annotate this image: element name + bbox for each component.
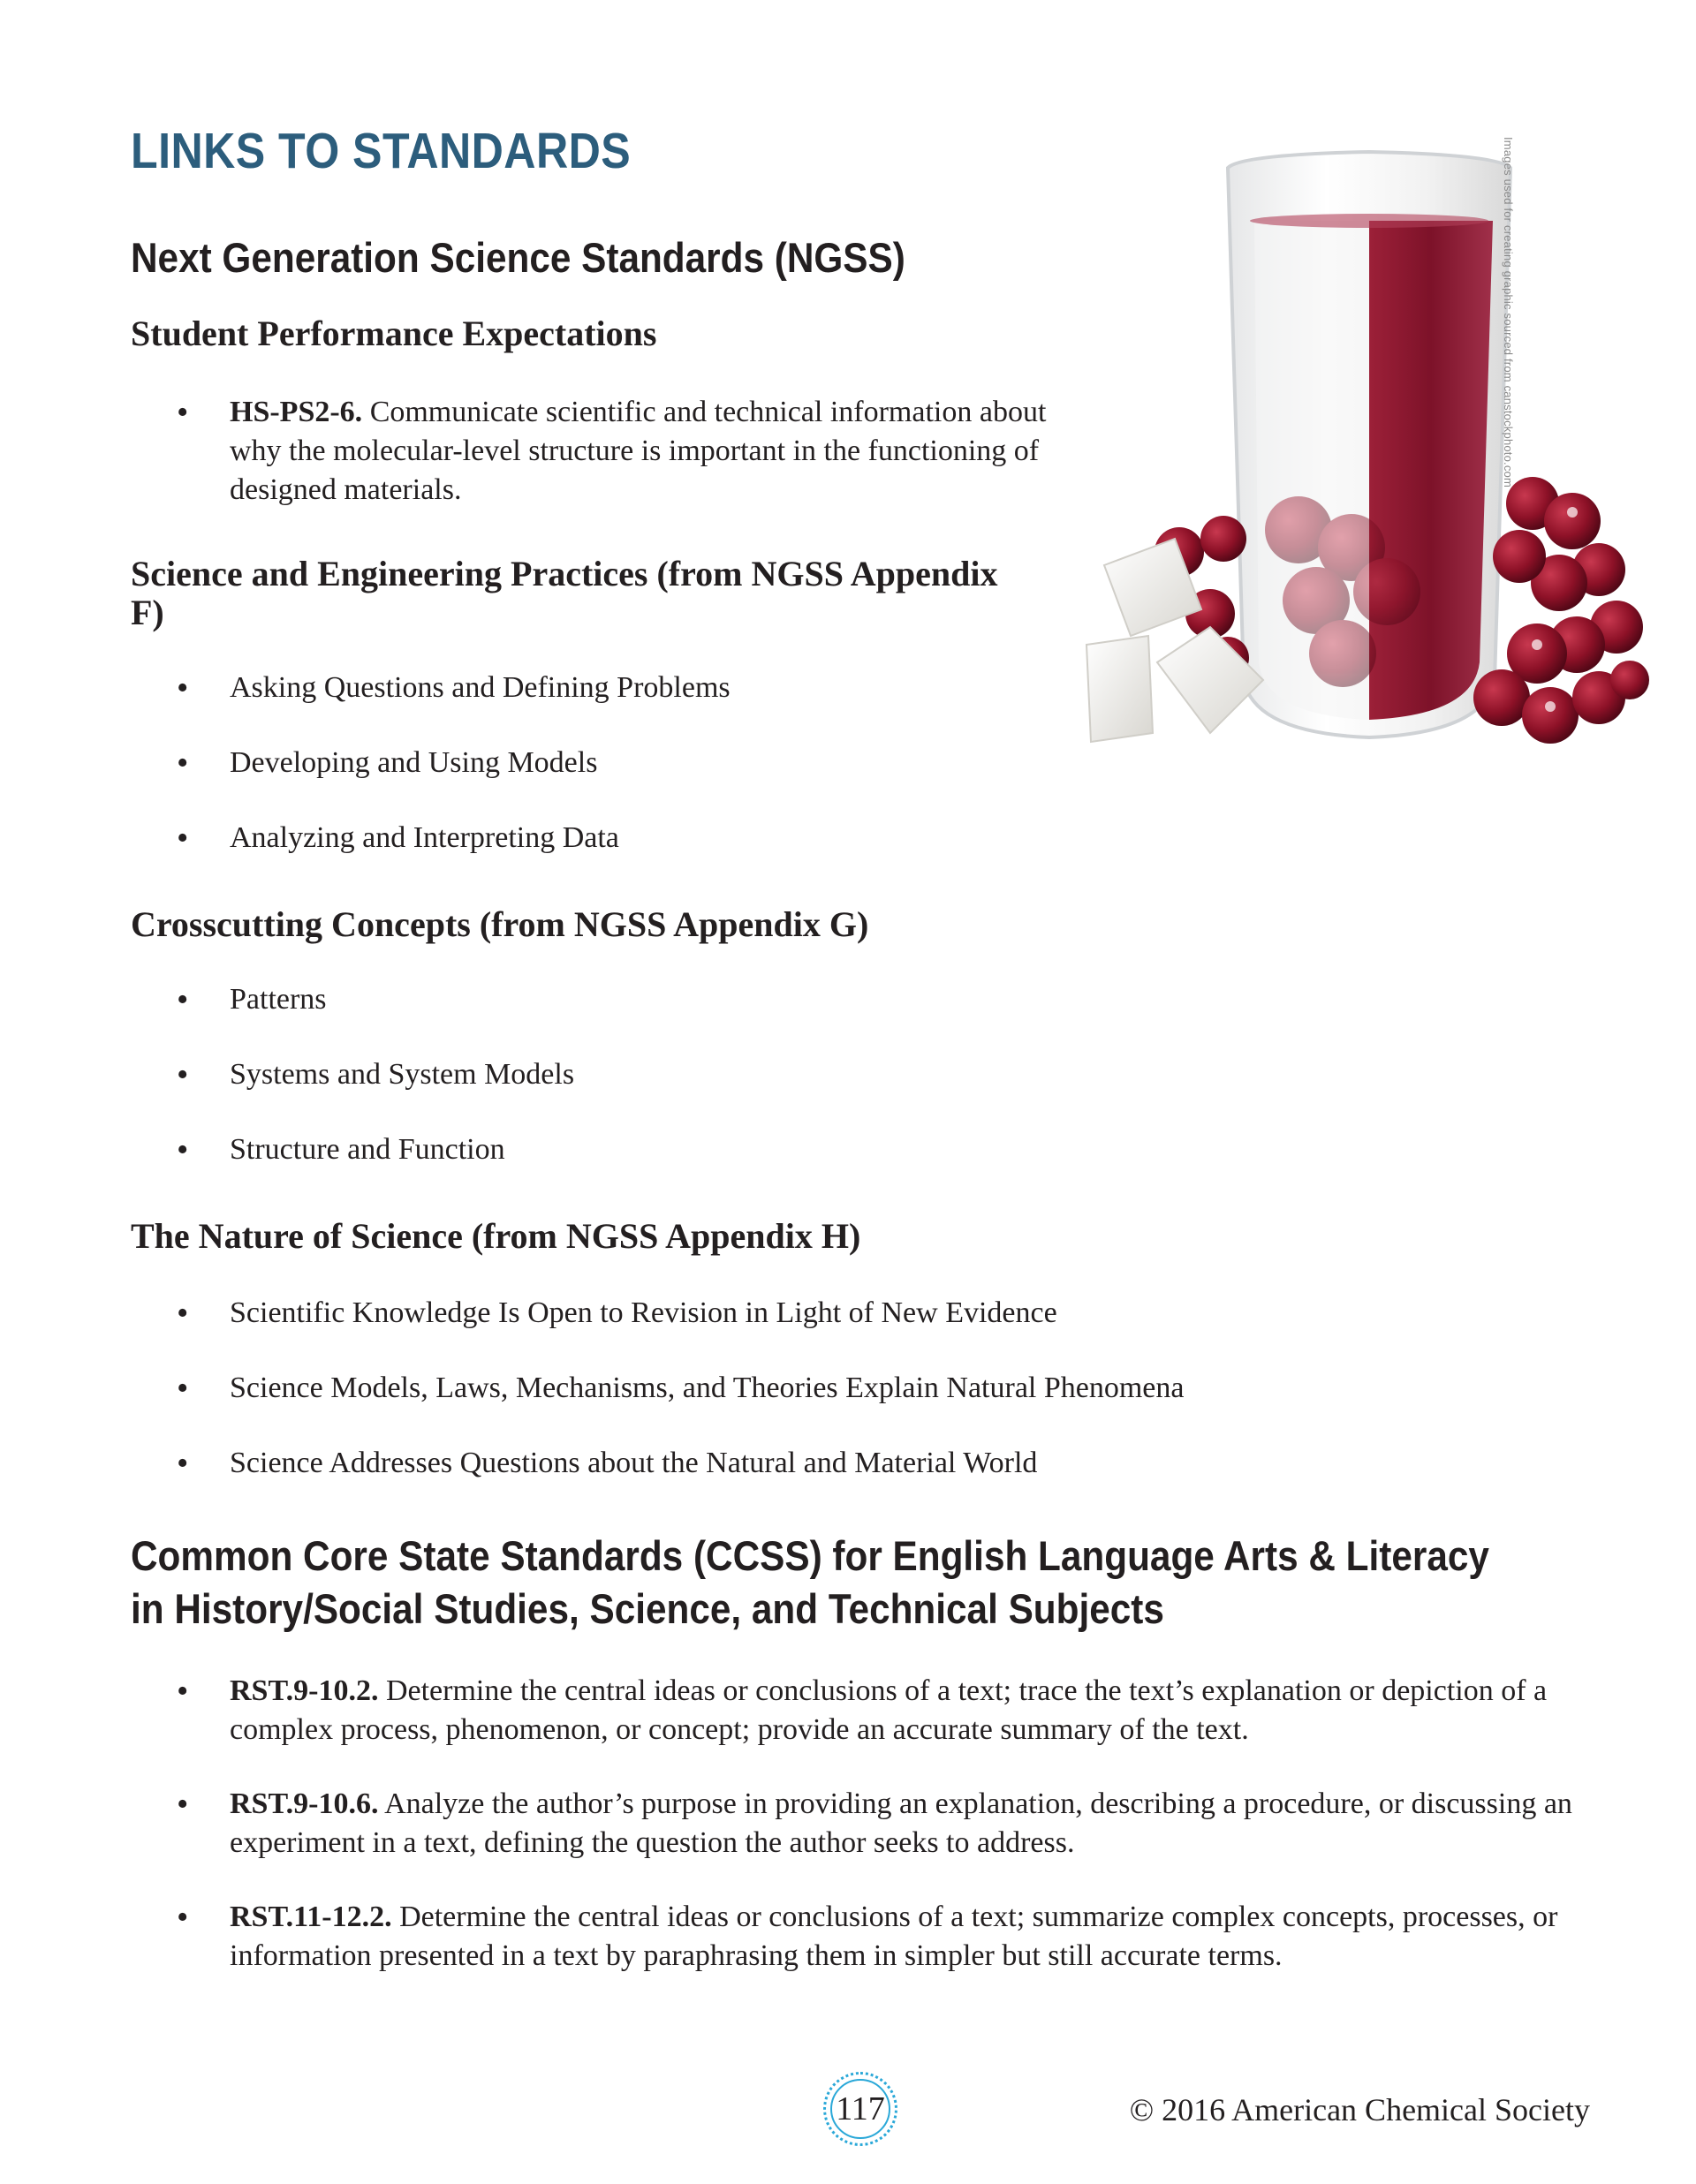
standard-text: Communicate scientific and technical information about why the molecular-level structure is important in the functioning of designed materials.	[230, 396, 1047, 506]
list-item: • Analyzing and Interpreting Data	[131, 819, 731, 894]
crosscutting-heading: Crosscutting Concepts (from NGSS Appendix G)	[131, 904, 869, 944]
list-item	[131, 1898, 1615, 1976]
performance-list	[131, 393, 1049, 510]
ccss-list	[131, 1672, 1615, 2011]
standard-text: Analyze the author’s purpose in providing an explanation, describing a procedure, or discussing an experiment in a text, defining the question the author seeks to address.	[230, 1787, 1572, 1859]
page-number: 117	[823, 2072, 897, 2146]
ngss-heading: Next Generation Science Standards (NGSS)	[131, 234, 905, 281]
ccss-heading-line2: in History/Social Studies, Science, and Technical Subjects	[131, 1585, 1164, 1632]
ccss-heading-line1: Common Core State Standards (CCSS) for English Language Arts & Literacy	[131, 1532, 1489, 1579]
crosscutting-list	[131, 980, 574, 1205]
practices-heading: Science and Engineering Practices (from NGSS Appendix F)	[131, 554, 998, 632]
standard-code: RST.11-12.2.	[230, 1901, 392, 1933]
list-item: • Patterns	[131, 980, 574, 1055]
list-item: • Science Models, Laws, Mechanisms, and Theories Explain Natural Phenomena	[131, 1369, 1184, 1444]
list-item	[131, 393, 1049, 510]
list-item: • Developing and Using Models	[131, 744, 731, 819]
list-item: • Scientific Knowledge Is Open to Revision in Light of New Evidence	[131, 1294, 1184, 1369]
copyright-notice: © 2016 American Chemical Society	[1129, 2092, 1590, 2127]
list-item	[131, 1672, 1615, 1749]
page-title: LINKS TO STANDARDS	[131, 123, 632, 179]
practices-list	[131, 669, 731, 894]
standard-code: HS-PS2-6.	[230, 396, 363, 428]
nature-list	[131, 1294, 1184, 1519]
standard-text: Determine the central ideas or conclusions of a text; trace the text’s explanation or depiction of a complex process, phenomenon, or concept; provide an accurate summary of the text.	[230, 1674, 1548, 1746]
nature-heading: The Nature of Science (from NGSS Appendix H)	[131, 1216, 861, 1256]
standard-code: RST.9-10.2.	[230, 1674, 379, 1707]
list-item: • Systems and System Models	[131, 1055, 574, 1130]
image-credit: Images used for creating graphic sourced from canstockphoto.com	[1502, 137, 1515, 488]
list-item: • Structure and Function	[131, 1130, 574, 1205]
ccss-heading	[131, 1530, 1489, 1636]
standard-text: Determine the central ideas or conclusions of a text; summarize complex concepts, processes, or information presented in a text by paraphrasing them in simpler but still accurate terms.	[230, 1901, 1558, 1972]
standard-code: RST.9-10.6.	[230, 1787, 379, 1820]
list-item: • Asking Questions and Defining Problems	[131, 669, 731, 744]
list-item: • Science Addresses Questions about the Natural and Material World	[131, 1444, 1184, 1519]
list-item	[131, 1785, 1615, 1863]
performance-heading: Student Performance Expectations	[131, 314, 657, 353]
glass-juice-illustration-icon	[1078, 132, 1652, 821]
